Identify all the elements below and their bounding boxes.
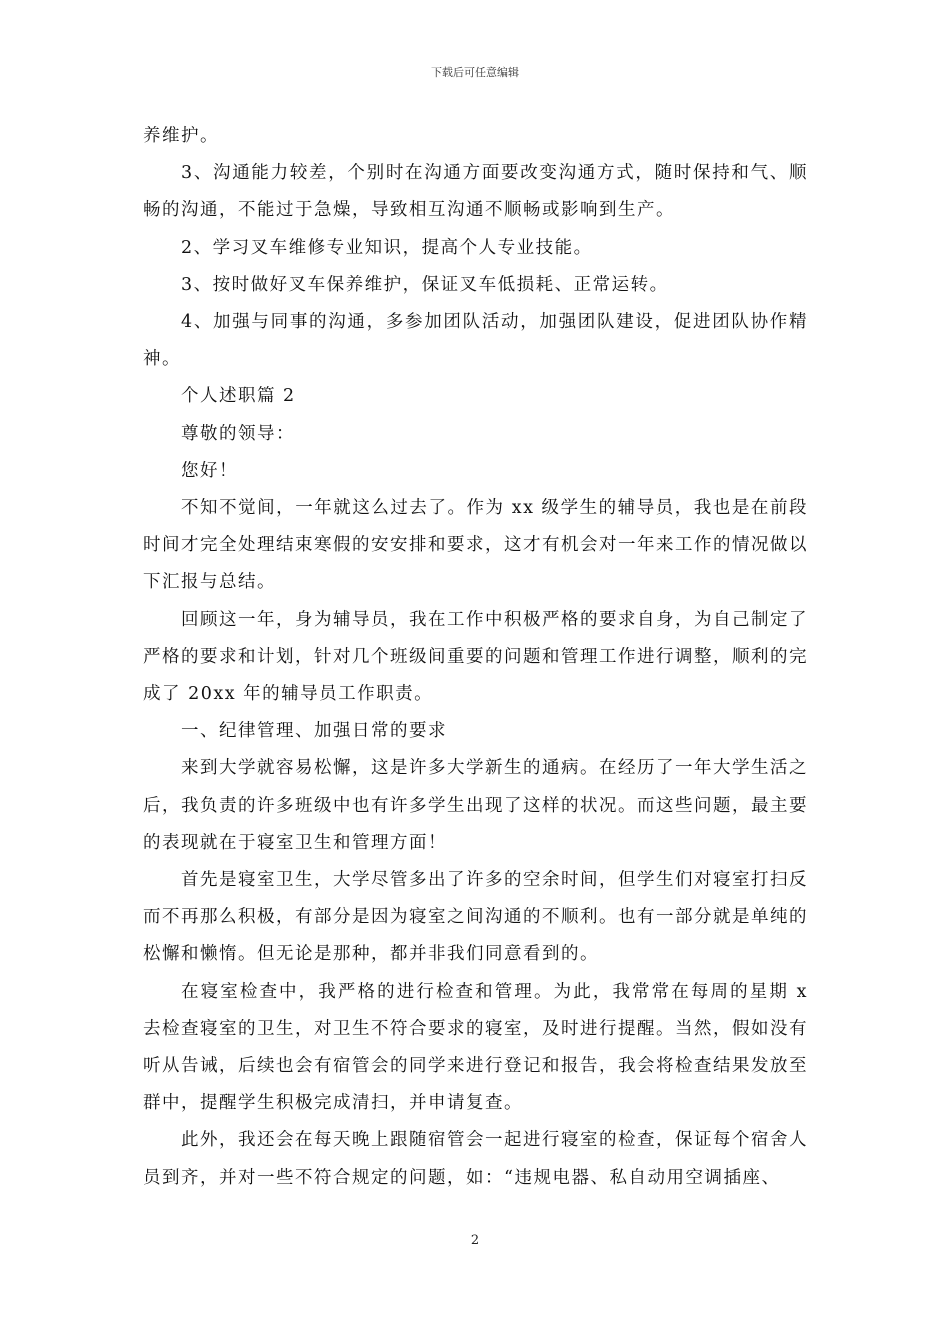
paragraph: 2、学习叉车维修专业知识，提高个人专业技能。	[181, 237, 593, 258]
paragraph: 4、加强与同事的沟通，多参加团队活动，加强团队建设，促进团队协作精神。	[143, 312, 808, 370]
document-body	[143, 118, 808, 1197]
salutation: 尊敬的领导：	[181, 423, 295, 444]
page-number: 2	[470, 1233, 480, 1248]
paragraph: 3、按时做好叉车保养维护，保证叉车低损耗、正常运转。	[181, 274, 669, 295]
paragraph: 不知不觉间，一年就这么过去了。作为 xx 级学生的辅导员，我也是在前段时间才完全处理结束寒假的安安排和要求，这才有机会对一年来工作的情况做以下汇报与总结。	[143, 498, 808, 593]
section-heading: 一、纪律管理、加强日常的要求	[181, 721, 447, 742]
paragraph: 在寝室检查中，我严格的进行检查和管理。为此，我常常在每周的星期 x 去检查寝室的卫生，对卫生不符合要求的寝室，及时进行提醒。当然，假如没有听从告诫，后续也会有宿管会的同学来进行登记和报告，我会将检查结果发放至群中，提醒学生积极完成清扫，并申请复查。	[143, 981, 808, 1114]
paragraph: 来到大学就容易松懈，这是许多大学新生的通病。在经历了一年大学生活之后，我负责的许多班级中也有许多学生出现了这样的状况。而这些问题，最主要的表现就在于寝室卫生和管理方面！	[143, 758, 808, 853]
section-title: 个人述职篇 2	[181, 386, 296, 407]
paragraph: 首先是寝室卫生，大学尽管多出了许多的空余时间，但学生们对寝室打扫反而不再那么积极，有部分是因为寝室之间沟通的不顺利。也有一部分就是单纯的松懈和懒惰。但无论是那种，都并非我们同意看到的。	[143, 870, 808, 965]
paragraph: 此外，我还会在每天晚上跟随宿管会一起进行寝室的检查，保证每个宿舍人员到齐，并对一些不符合规定的问题，如：“违规电器、私自动用空调插座、	[143, 1130, 808, 1188]
page-header: 下载后可任意编辑	[431, 66, 519, 79]
greeting: 您好！	[181, 460, 238, 481]
paragraph: 3、沟通能力较差，个别时在沟通方面要改变沟通方式，随时保持和气、顺畅的沟通，不能过于急燥，导致相互沟通不顺畅或影响到生产。	[143, 163, 808, 221]
paragraph: 回顾这一年，身为辅导员，我在工作中积极严格的要求自身，为自己制定了严格的要求和计划，针对几个班级间重要的问题和管理工作进行调整，顺利的完成了 20xx 年的辅导员工作职责。	[143, 609, 808, 705]
paragraph: 养维护。	[143, 126, 219, 146]
